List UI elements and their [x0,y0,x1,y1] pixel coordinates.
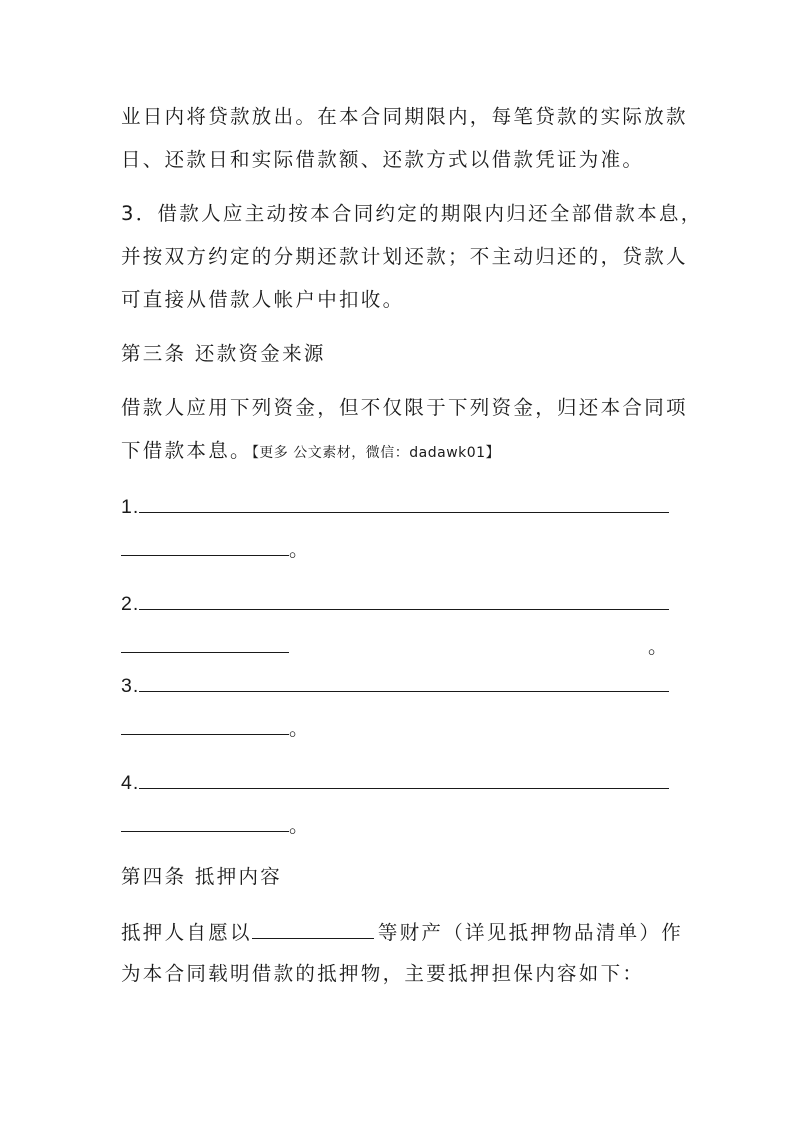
paragraph-text: 下借款本息。 [121,439,252,462]
paragraph-line: 可直接从借款人帐户中扣收。 [121,288,405,311]
paragraph-line: 3．借款人应主动按本合同约定的期限内归还全部借款本息， [121,202,703,225]
item-end-punct: 。 [289,538,311,561]
paragraph-text: 等财产（详见抵押物品清单）作 [377,921,684,944]
list-item-2-cont [121,632,673,660]
fill-blank[interactable] [139,671,669,692]
list-item-4-cont [121,811,673,839]
item-end-punct: 。 [289,717,311,740]
paragraph-line: 日、还款日和实际借款额、还款方式以借款凭证为准。 [121,148,645,171]
fill-blank[interactable] [139,589,669,610]
fill-blank[interactable] [139,768,669,789]
paragraph-text: 抵押人自愿以 [121,921,252,944]
article-4-title: 第四条 抵押内容 [121,865,283,888]
paragraph-line [121,438,673,466]
list-item-1-cont [121,535,673,563]
article-3-title: 第三条 还款资金来源 [121,342,326,365]
fill-blank[interactable] [121,811,289,832]
item-end-punct: 。 [648,635,668,658]
fill-blank[interactable] [121,535,289,556]
item-number: 4. [121,772,140,794]
list-item-3-cont [121,714,673,742]
paragraph-line: 为本合同载明借款的抵押物，主要抵押担保内容如下： [121,962,645,985]
paragraph-line: 借款人应用下列资金，但不仅限于下列资金，归还本合同项 [121,396,688,419]
fill-blank[interactable] [121,714,289,735]
promo-note: 【更多 公文素材，微信：dadawk01】 [251,445,501,461]
paragraph-line: 业日内将贷款放出。在本合同期限内，每笔贷款的实际放款 [121,105,688,128]
list-item-3 [121,671,673,699]
list-item-1 [121,492,673,520]
item-number: 2. [121,593,140,615]
item-number: 1. [121,496,140,518]
paragraph-line [121,918,684,946]
list-item-2 [121,589,673,617]
fill-blank[interactable] [139,492,669,513]
item-end-punct: 。 [289,814,311,837]
fill-blank[interactable] [252,918,374,939]
paragraph-line: 并按双方约定的分期还款计划还款；不主动归还的，贷款人 [121,245,688,268]
list-item-4 [121,768,673,796]
item-number: 3. [121,675,140,697]
fill-blank[interactable] [121,632,289,653]
